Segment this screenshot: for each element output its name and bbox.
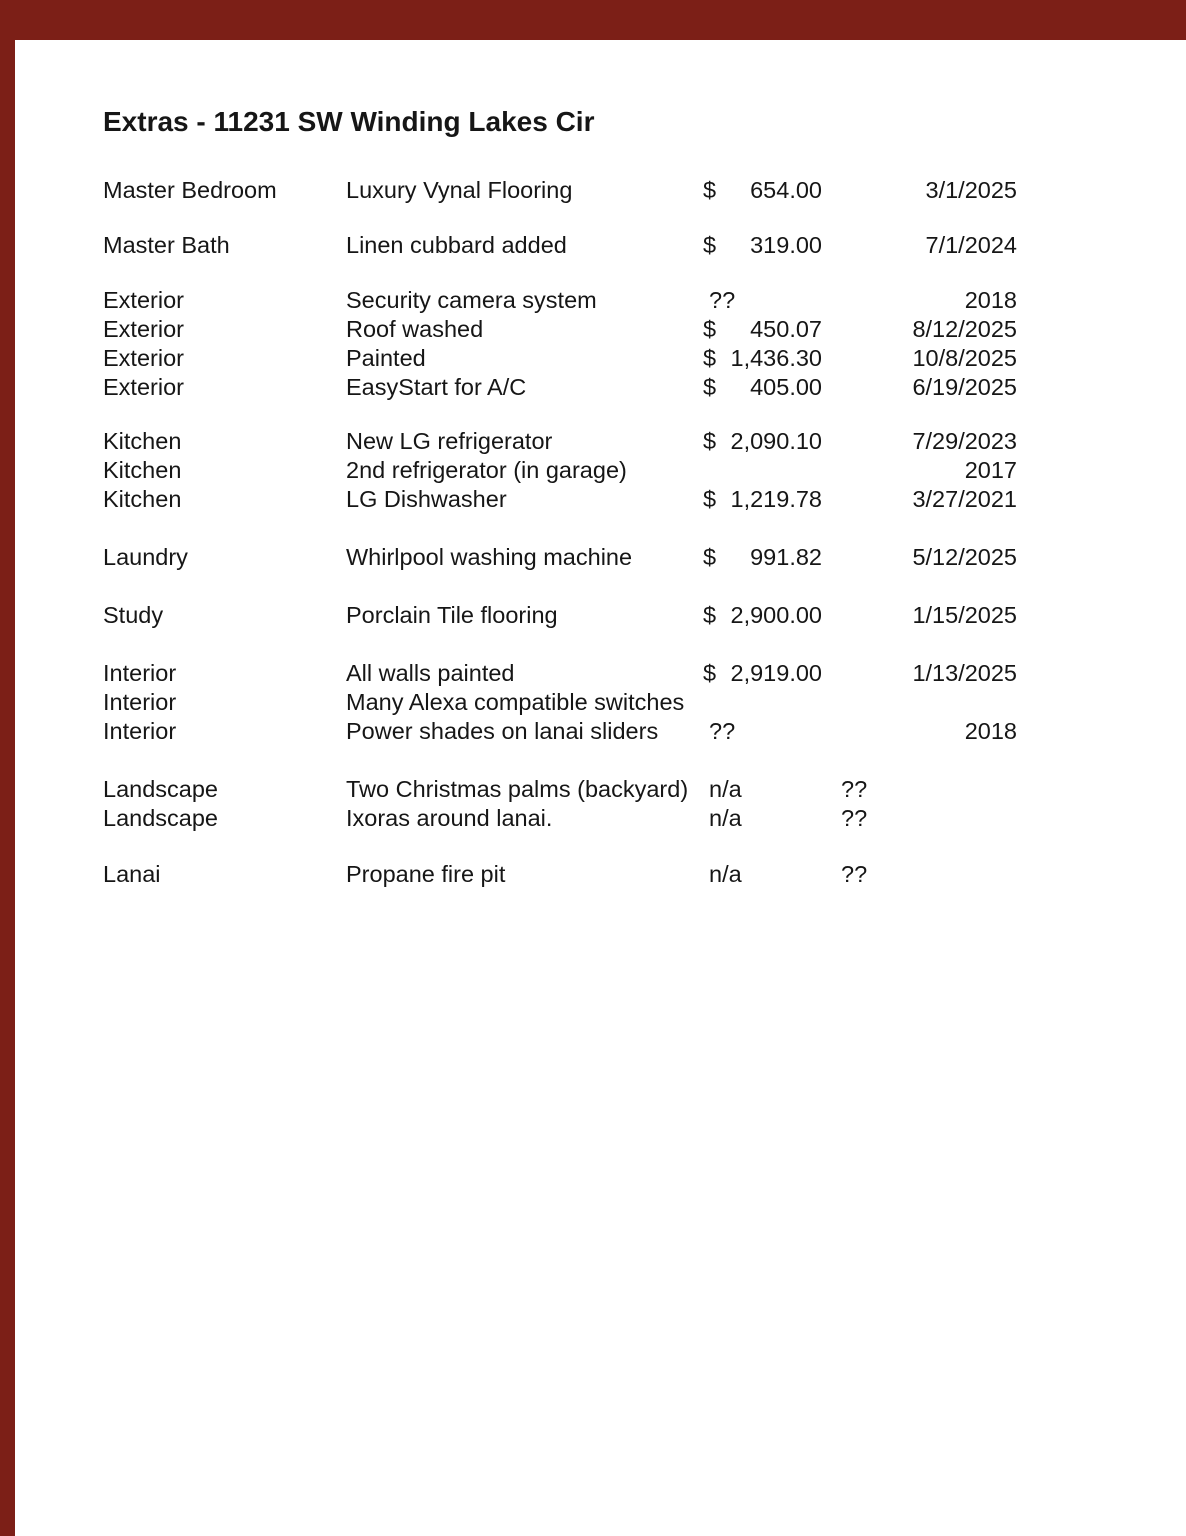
currency-symbol: $ <box>703 374 717 400</box>
item-cell: New LG refrigerator <box>346 428 553 454</box>
cost-cell <box>703 286 822 315</box>
table-row <box>0 860 1186 889</box>
table-row <box>0 543 1186 572</box>
top-red-bar <box>0 0 1186 40</box>
room-cell: Kitchen <box>103 428 182 454</box>
row-group <box>0 775 1186 833</box>
amount-value: 405.00 <box>750 374 822 400</box>
amount-value: 2,090.10 <box>730 428 822 454</box>
date-cell: 7/1/2024 <box>925 232 1017 258</box>
table-row <box>0 315 1186 344</box>
table-row <box>0 231 1186 260</box>
currency-symbol: $ <box>703 660 717 686</box>
room-cell: Exterior <box>103 287 184 313</box>
room-cell: Exterior <box>103 345 184 371</box>
date-cell: 6/19/2025 <box>912 374 1017 400</box>
date-cell: 2018 <box>964 287 1017 313</box>
table-row <box>0 688 1186 717</box>
item-cell: 2nd refrigerator (in garage) <box>346 457 627 483</box>
table-row <box>0 804 1186 833</box>
room-cell: Exterior <box>103 316 184 342</box>
cost-cell <box>703 543 822 572</box>
date-cell: 2018 <box>964 718 1017 744</box>
cost-cell <box>703 344 822 373</box>
table-row <box>0 485 1186 514</box>
room-cell: Master Bedroom <box>103 177 277 203</box>
item-cell: Ixoras around lanai. <box>346 805 553 831</box>
mid-note: ?? <box>841 805 868 831</box>
date-cell: 10/8/2025 <box>912 345 1017 371</box>
date-cell: 1/15/2025 <box>912 602 1017 628</box>
item-cell: Porclain Tile flooring <box>346 602 558 628</box>
table-row <box>0 176 1186 205</box>
row-group <box>0 659 1186 746</box>
amount-value: 319.00 <box>750 232 822 258</box>
room-cell: Kitchen <box>103 457 182 483</box>
currency-symbol: $ <box>703 544 717 570</box>
item-cell: Propane fire pit <box>346 861 506 887</box>
currency-symbol: $ <box>703 345 717 371</box>
cost-cell <box>703 231 822 260</box>
room-cell: Interior <box>103 660 177 686</box>
table-row <box>0 373 1186 402</box>
currency-symbol: $ <box>703 177 717 203</box>
item-cell: LG Dishwasher <box>346 486 507 512</box>
cost-cell <box>703 717 822 746</box>
cost-cell <box>703 804 822 833</box>
date-cell: 5/12/2025 <box>912 544 1017 570</box>
table-row <box>0 601 1186 630</box>
cost-cell <box>703 373 822 402</box>
table-row <box>0 659 1186 688</box>
item-cell: Power shades on lanai sliders <box>346 718 659 744</box>
item-cell: EasyStart for A/C <box>346 374 527 400</box>
room-cell: Laundry <box>103 544 188 570</box>
date-cell: 2017 <box>964 457 1017 483</box>
amount-value: 1,219.78 <box>730 486 822 512</box>
item-cell: All walls painted <box>346 660 515 686</box>
amount-value: 991.82 <box>750 544 822 570</box>
mid-note: ?? <box>841 861 868 887</box>
cost-note: n/a <box>709 776 742 802</box>
room-cell: Landscape <box>103 776 218 802</box>
date-cell: 3/1/2025 <box>925 177 1017 203</box>
amount-value: 2,919.00 <box>730 660 822 686</box>
table-row <box>0 344 1186 373</box>
cost-cell <box>703 659 822 688</box>
date-cell: 1/13/2025 <box>912 660 1017 686</box>
row-group <box>0 286 1186 402</box>
cost-note: n/a <box>709 805 742 831</box>
cost-cell <box>703 775 822 804</box>
cost-cell <box>703 176 822 205</box>
room-cell: Exterior <box>103 374 184 400</box>
item-cell: Security camera system <box>346 287 597 313</box>
item-cell: Whirlpool washing machine <box>346 544 633 570</box>
item-cell: Painted <box>346 345 426 371</box>
amount-value: 2,900.00 <box>730 602 822 628</box>
table-row <box>0 456 1186 485</box>
currency-symbol: $ <box>703 232 717 258</box>
row-group <box>0 427 1186 514</box>
room-cell: Master Bath <box>103 232 230 258</box>
room-cell: Study <box>103 602 164 628</box>
row-group <box>0 543 1186 572</box>
cost-cell <box>703 427 822 456</box>
item-cell: Roof washed <box>346 316 484 342</box>
cost-note: ?? <box>709 287 736 313</box>
room-cell: Lanai <box>103 861 161 887</box>
item-cell: Linen cubbard added <box>346 232 567 258</box>
table-row <box>0 427 1186 456</box>
room-cell: Interior <box>103 689 177 715</box>
room-cell: Kitchen <box>103 486 182 512</box>
room-cell: Landscape <box>103 805 218 831</box>
row-group <box>0 231 1186 260</box>
date-cell: 7/29/2023 <box>912 428 1017 454</box>
cost-cell <box>703 315 822 344</box>
cost-cell <box>703 860 822 889</box>
currency-symbol: $ <box>703 486 717 512</box>
currency-symbol: $ <box>703 428 717 454</box>
page-title: Extras - 11231 SW Winding Lakes Cir <box>103 106 595 137</box>
cost-note: ?? <box>709 718 736 744</box>
cost-note: n/a <box>709 861 742 887</box>
cost-cell <box>703 485 822 514</box>
amount-value: 450.07 <box>750 316 822 342</box>
table-row <box>0 717 1186 746</box>
amount-value: 1,436.30 <box>730 345 822 371</box>
room-cell: Interior <box>103 718 177 744</box>
row-group <box>0 601 1186 630</box>
table-row <box>0 775 1186 804</box>
cost-cell <box>703 601 822 630</box>
table-row <box>0 286 1186 315</box>
item-cell: Two Christmas palms (backyard) <box>346 776 689 802</box>
item-cell: Luxury Vynal Flooring <box>346 177 573 203</box>
mid-note: ?? <box>841 776 868 802</box>
currency-symbol: $ <box>703 316 717 342</box>
amount-value: 654.00 <box>750 177 822 203</box>
date-cell: 8/12/2025 <box>912 316 1017 342</box>
row-group <box>0 860 1186 889</box>
row-group <box>0 176 1186 205</box>
item-cell: Many Alexa compatible switches <box>346 689 685 715</box>
date-cell: 3/27/2021 <box>912 486 1017 512</box>
currency-symbol: $ <box>703 602 717 628</box>
